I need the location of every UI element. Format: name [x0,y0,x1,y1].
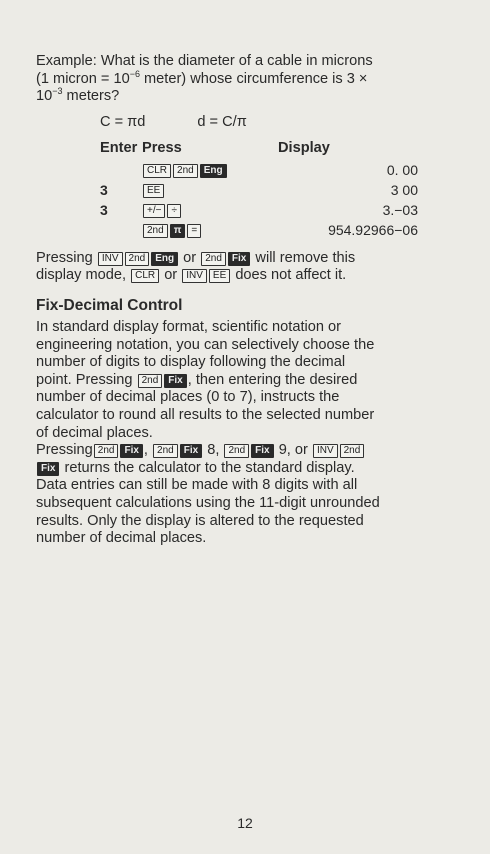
second-key: 2nd [340,444,365,458]
table-row [100,220,418,240]
formula-line [100,114,456,130]
formula-circumference: C = πd [100,113,146,130]
divide-key: ÷ [167,204,181,218]
pressing-paragraph: Pressing INV 2nd Eng or 2nd Fix will remove this display mode, CLR or INV EE does not affect it. [36,249,356,284]
display-value: 0. 00 [386,161,418,178]
change-sign-key: +/− [143,204,165,218]
second-key: 2nd [94,444,119,458]
page-number: 12 [237,815,253,831]
eng-key: Eng [200,164,227,178]
pi-key: π [170,224,186,238]
table-row [100,160,418,180]
display-value: 3.−03 [382,201,418,218]
fix-key: Fix [120,444,142,458]
fix-decimal-paragraph: In standard display format, scientific notation or engineering notation, you can selectively choose the number of digits to display following the decimal point. Pressing 2nd Fix , then entering the desired number of decimal places (0 to 7), instructs the calculator to round all results to the selected number of decimal places. [36,318,375,441]
second-key: 2nd [138,374,163,388]
header-press: Press [142,139,182,156]
clr-key: CLR [131,269,159,283]
second-key: 2nd [173,164,198,178]
fix-key: Fix [180,444,202,458]
second-key: 2nd [143,224,168,238]
second-key: 2nd [153,444,178,458]
manual-page [36,53,456,548]
second-key: 2nd [201,252,226,266]
inv-key: INV [313,444,338,458]
formula-diameter: d = C/π [197,113,247,130]
table-header [100,140,418,160]
header-enter: Enter [100,139,138,156]
display-value: 3 00 [390,181,418,198]
example-question: Example: What is the diameter of a cable in microns (1 micron = $10^{-6}$ meter) whose circumference is 3 × $10^{-3}$ meters? [36,53,373,105]
table-row: 3 EE 3 00 [100,181,418,198]
fix-key: Fix [228,252,250,266]
table-row: 3 +/− ÷ 3.−03 [100,201,418,218]
fix-key: Fix [37,462,59,476]
header-display: Display [278,139,330,156]
display-value: 954.92966−06 [328,221,418,238]
second-key: 2nd [125,252,150,266]
equals-key: = [187,224,201,238]
keystroke-table [100,140,418,240]
fix-key: Fix [164,374,186,388]
standard-display-paragraph: Pressing 2nd Fix , 2nd Fix 8, 2nd Fix 9, or INV 2nd Fix returns the calculator to the standard display. Data entries can still be made with 8 digits with all subsequent calculations using the 11-digit unrounded results. Only the display is altered to the requested number of decimal places. [36,442,380,547]
ee-key: EE [143,184,164,198]
clr-key: CLR [143,164,171,178]
section-heading: Fix-Decimal Control [36,296,183,314]
fix-key: Fix [251,444,273,458]
second-key: 2nd [224,444,249,458]
ee-key: EE [209,269,230,283]
eng-key: Eng [151,252,178,266]
inv-key: INV [182,269,207,283]
inv-key: INV [98,252,123,266]
